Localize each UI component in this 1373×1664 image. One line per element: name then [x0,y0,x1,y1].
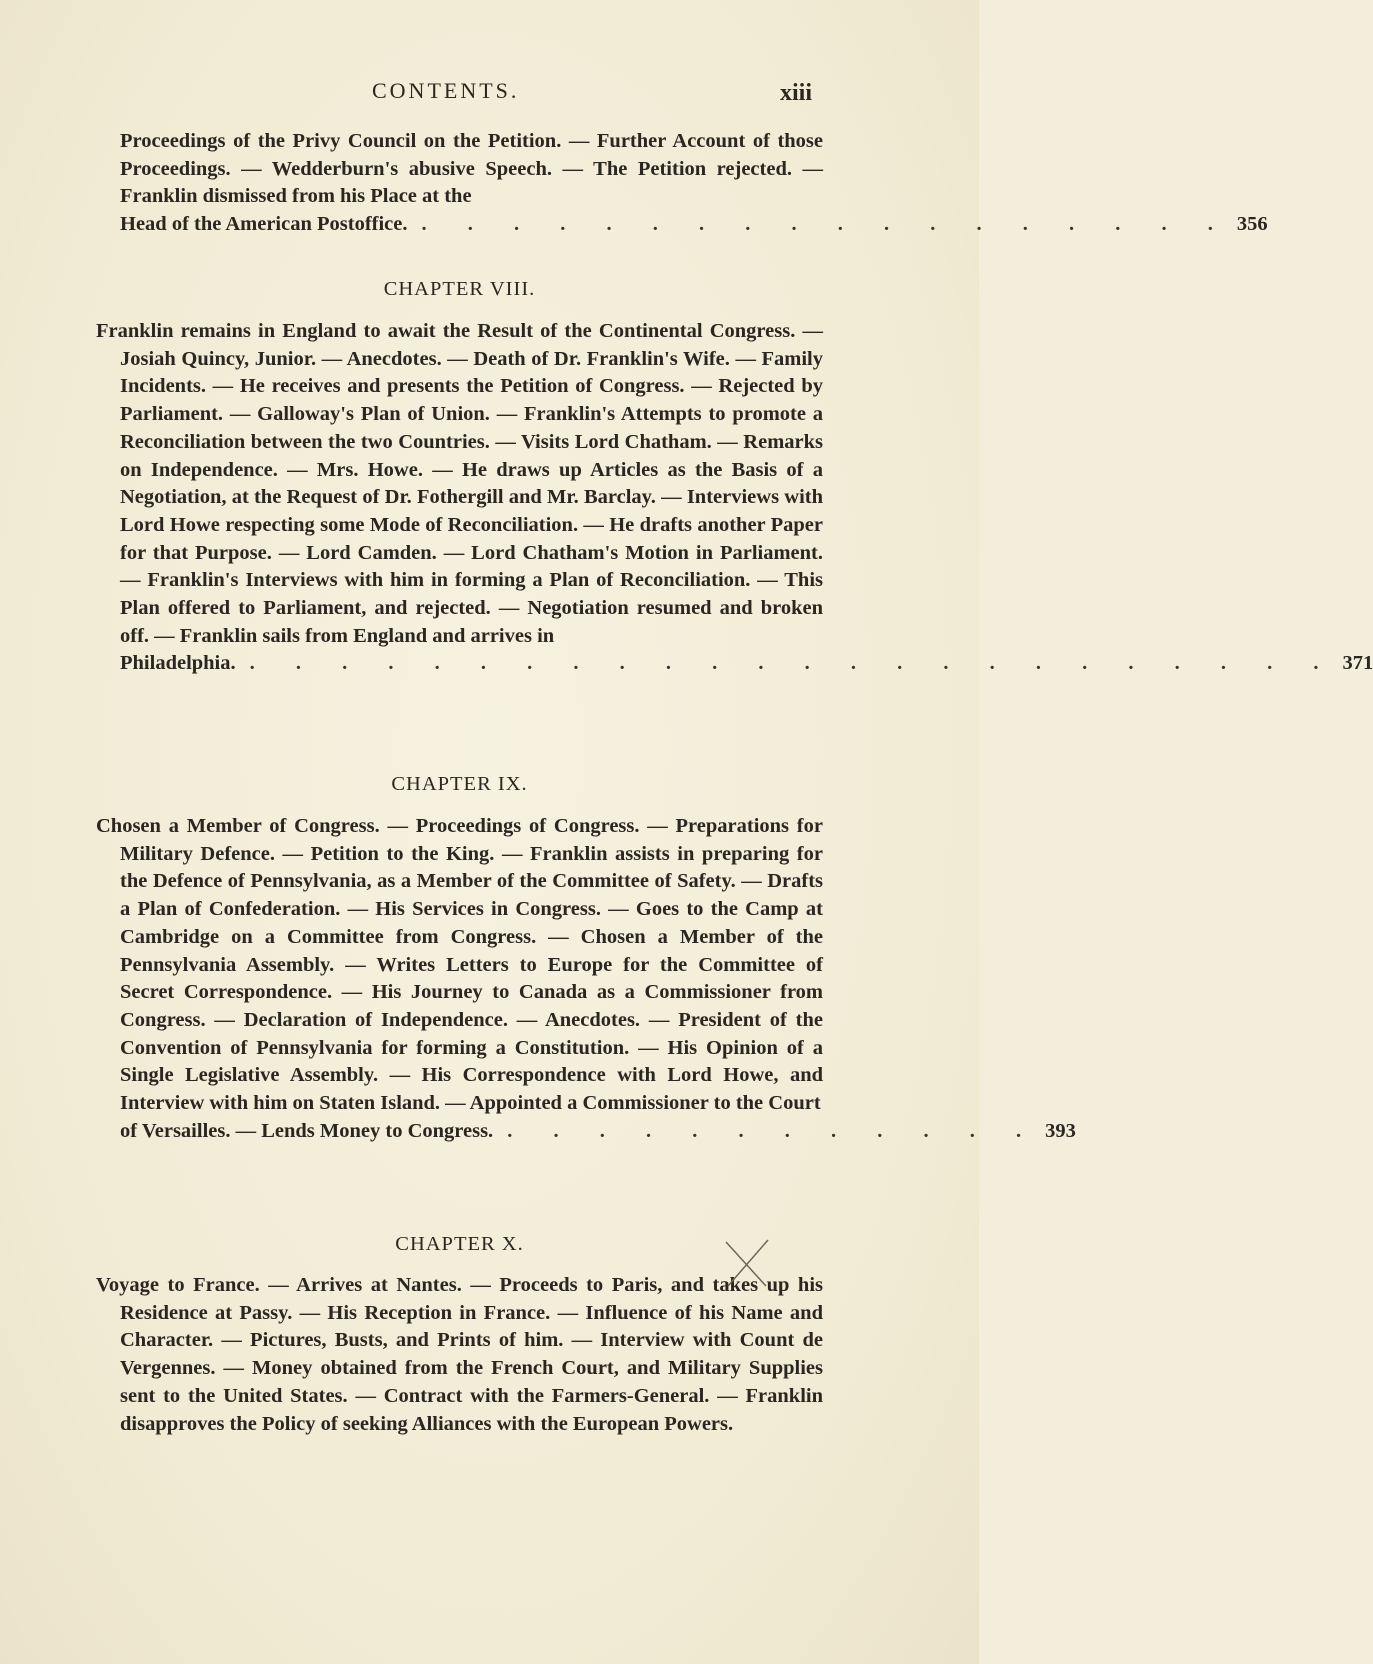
entry-last-line [96,650,1373,678]
entry-text: Chosen a Member of Congress. — Proceedings of Congress. — Preparations for Military Defence. — Petition to the King. — Franklin assists in preparing for the Defence of Pennsylvania, as a Member of the Committee of Safety. — Drafts a Plan of Confederation. — His Services in Congress. — Goes to the Camp at Cambridge on a Committee from Congress. — Chosen a Member of the Pennsylvania Assembly. — Writes Letters to Europe for the Committee of Secret Correspondence. — His Journey to Canada as a Commissioner from Congress. — Declaration of Independence. — Anecdotes. — President of the Convention of Pennsylvania for forming a Constitution. — His Opinion of a Single Legislative Assembly. — His Correspondence with Lord Howe, and Interview with him on Staten Island. — Appointed a Commissioner to the Court [96,815,823,1115]
entry-page-number: 371 [1342,652,1373,675]
page-number: xiii [780,80,813,106]
entry-page-number: 356 [1236,213,1268,236]
toc-entry-chapter-8 [96,318,1373,678]
entry-text: Franklin remains in England to await the Result of the Continental Congress. — Josiah Quincy, Junior. — Anecdotes. — Death of Dr. Franklin's Wife. — Family Incidents. — He receives and presents the Petition of Congress. — Rejected by Parliament. — Galloway's Plan of Union. — Franklin's Attempts to promote a Reconciliation between the two Countries. — Visits Lord Chatham. — Remarks on Independence. — Mrs. Howe. — He draws up Articles as the Basis of a Negotiation, at the Request of Dr. Fothergill and Mr. Barclay. — Interviews with Lord Howe respecting some Mode of Reconciliation. — He drafts another Paper for that Purpose. — Lord Camden. — Lord Chatham's Motion in Parliament. — Franklin's Interviews with him in forming a Plan of Reconciliation. — This Plan offered to Parliament, and rejected. — Negotiation resumed and broken off. — Franklin sails from England and arrives in [96,320,823,647]
entry-last-text: of Versailles. — Lends Money to Congress. [120,1119,494,1142]
toc-entry-chapter-10 [96,1272,826,1438]
page-header [0,78,979,112]
pencil-cross-mark-icon [720,1236,780,1292]
toc-entry-continued [96,128,1268,239]
entry-text: Proceedings of the Privy Council on the Petition. — Further Account of those Proceedings. — Wedderburn's abusive Speech. — The Petition rejected. — Franklin dismissed from his Place at the [120,130,823,208]
toc-entry-chapter-9 [96,813,1076,1145]
entry-text: Voyage to France. — Arrives at Nantes. — Proceeds to Paris, and takes up his Residence at Passy. — His Reception in France. — Influence of his Name and Character. — Pictures, Busts, and Prints of him. — Interview with Count de Vergennes. — Money obtained from the French Court, and Military Supplies sent to the United States. — Contract with the Farmers-General. — Franklin disapproves the Policy of seeking Alliances with the European Powers. [96,1274,823,1435]
chapter-heading-8: CHAPTER VIII. [383,278,536,300]
chapter-heading-10: CHAPTER X. [395,1233,524,1255]
entry-last-line [96,211,1268,239]
running-title: CONTENTS. [372,78,520,103]
dot-leader: . . . . . . . . . . . . [507,1119,1040,1142]
chapter-heading-9: CHAPTER IX. [391,773,528,795]
dot-leader: . . . . . . . . . . . . . . . . . . . . . . . . [249,652,1337,675]
entry-last-text: Head of the American Postoffice. [120,213,408,236]
entry-page-number: 393 [1045,1119,1076,1142]
entry-last-text: Philadelphia. [120,652,236,675]
dot-leader: . . . . . . . . . . . . . . . . . . [421,213,1231,236]
entry-last-line [96,1118,1076,1146]
